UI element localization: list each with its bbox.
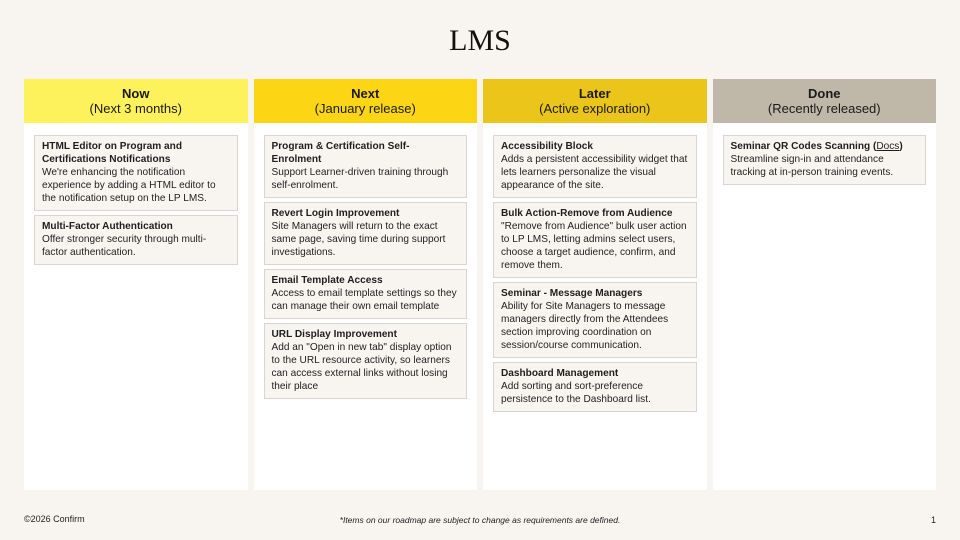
roadmap-card bbox=[493, 202, 697, 278]
card-title: Seminar - Message Managers bbox=[501, 288, 643, 299]
card-description: Add an "Open in new tab" display option to the URL resource activity, so learners can access external links without losing their place bbox=[271, 342, 452, 392]
page-title: LMS bbox=[449, 24, 511, 57]
column-later-header bbox=[483, 79, 707, 123]
column-next bbox=[254, 79, 478, 490]
card-description: Streamline sign-in and attendance tracking at in-person training events. bbox=[730, 154, 894, 178]
card-title: Bulk Action-Remove from Audience bbox=[501, 208, 673, 219]
roadmap-board bbox=[24, 79, 936, 490]
roadmap-card bbox=[264, 269, 468, 319]
card-title: Revert Login Improvement bbox=[271, 208, 400, 219]
disclaimer-text: *Items on our roadmap are subject to change as requirements are defined. bbox=[339, 515, 621, 525]
column-heading: Done bbox=[808, 85, 841, 101]
card-description: Ability for Site Managers to message managers directly from the Attendees section improving coordination on session/course communication. bbox=[501, 301, 669, 351]
card-description: Add sorting and sort-preference persistence to the Dashboard list. bbox=[501, 381, 651, 405]
card-description: Support Learner-driven training through self-enrolment. bbox=[271, 167, 449, 191]
card-description: "Remove from Audience" bulk user action to LP LMS, letting admins select users, choose a target audience, confirm, and remove them. bbox=[501, 221, 687, 271]
roadmap-card bbox=[493, 135, 697, 198]
column-now bbox=[24, 79, 248, 490]
roadmap-card bbox=[264, 135, 468, 198]
column-subheading: (Active exploration) bbox=[539, 100, 651, 116]
paren-close: ) bbox=[899, 141, 903, 152]
card-title: Multi-Factor Authentication bbox=[42, 221, 173, 232]
roadmap-card bbox=[264, 323, 468, 399]
card-description: Offer stronger security through multi-factor authentication. bbox=[42, 234, 207, 258]
column-done bbox=[713, 79, 937, 490]
card-title: HTML Editor on Program and Certifications Notifications bbox=[42, 141, 183, 165]
roadmap-card bbox=[723, 135, 927, 185]
roadmap-card bbox=[493, 362, 697, 412]
paren-open: ( bbox=[870, 141, 877, 152]
card-description: Access to email template settings so they can manage their own email template bbox=[271, 288, 457, 312]
docs-link[interactable]: Docs bbox=[876, 141, 900, 152]
card-title: Program & Certification Self-Enrolment bbox=[271, 141, 410, 165]
roadmap-card bbox=[264, 202, 468, 265]
column-heading: Next bbox=[351, 85, 380, 101]
column-next-body bbox=[254, 123, 478, 490]
column-now-header bbox=[24, 79, 248, 123]
card-title: URL Display Improvement bbox=[271, 329, 397, 340]
column-now-body bbox=[24, 123, 248, 490]
card-title bbox=[731, 140, 919, 153]
roadmap-card bbox=[493, 282, 697, 358]
card-title: Accessibility Block bbox=[501, 141, 594, 152]
roadmap-card bbox=[34, 215, 238, 265]
column-done-body bbox=[713, 123, 937, 490]
copyright-text: ©2026 Confirm bbox=[24, 514, 85, 524]
page-number: 1 bbox=[930, 515, 936, 525]
column-done-header bbox=[713, 79, 937, 123]
column-subheading: (January release) bbox=[314, 100, 416, 116]
card-description: We're enhancing the notification experience by adding a HTML editor to the notification setup on the LP LMS. bbox=[42, 167, 216, 204]
column-heading: Later bbox=[578, 85, 611, 101]
roadmap-card bbox=[34, 135, 238, 211]
card-title: Email Template Access bbox=[271, 275, 383, 286]
column-later bbox=[483, 79, 707, 490]
column-subheading: (Next 3 months) bbox=[89, 100, 182, 116]
card-title: Dashboard Management bbox=[501, 368, 619, 379]
column-next-header bbox=[254, 79, 478, 123]
card-description: Adds a persistent accessibility widget that lets learners personalize the visual appearance of the site. bbox=[501, 154, 688, 191]
column-subheading: (Recently released) bbox=[767, 100, 881, 116]
column-heading: Now bbox=[122, 85, 150, 101]
card-title-text: Seminar QR Codes Scanning bbox=[730, 141, 871, 152]
column-later-body bbox=[483, 123, 707, 490]
card-description: Site Managers will return to the exact same page, saving time during support investigations. bbox=[271, 221, 446, 258]
